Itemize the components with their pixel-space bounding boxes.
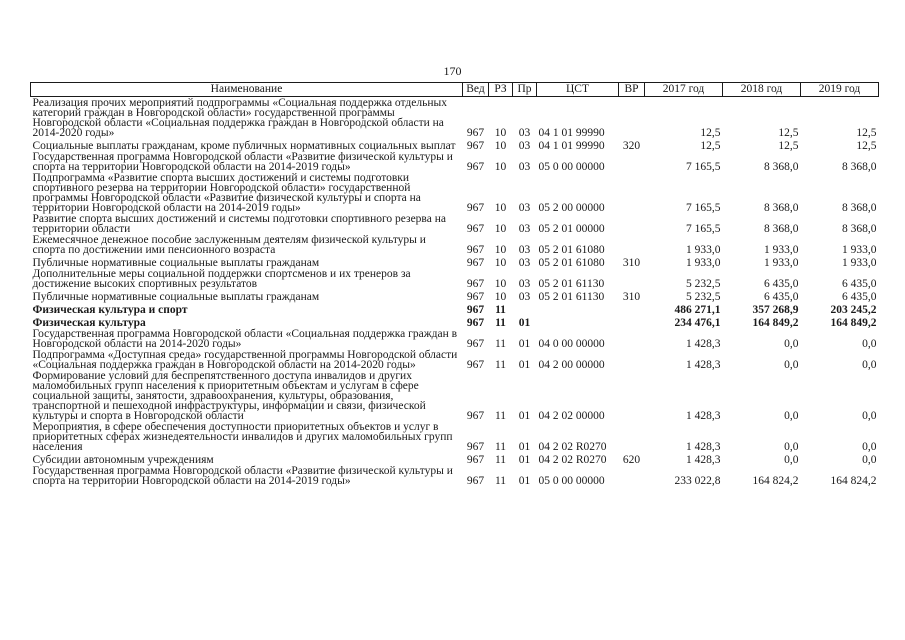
table-row — [31, 302, 879, 315]
cell-rz: 10 — [494, 257, 507, 269]
header-pr: Пр — [513, 83, 537, 97]
cell-cst: 04 1 01 99990 — [538, 140, 605, 152]
cell-vr — [619, 172, 645, 213]
cell-y2019: 8 368,0 — [842, 202, 877, 214]
cell-pr: 01 — [518, 338, 531, 350]
cell-name: Государственная программа Новгородской области «Развитие физической культуры и спорта на территории Новгородской области на 2014-2019 годы» — [32, 151, 453, 173]
table-row — [31, 328, 879, 349]
cell-rz: 10 — [494, 291, 507, 303]
cell-cst: 04 0 00 00000 — [538, 338, 605, 350]
cell-pr: 01 — [518, 441, 531, 453]
cell-pr: 01 — [518, 317, 531, 329]
cell-rz: 11 — [494, 359, 507, 371]
cell-rz: 10 — [494, 140, 507, 152]
cell-y2019: 0,0 — [862, 454, 877, 466]
cell-ved: 967 — [466, 127, 485, 139]
cell-y2019: 0,0 — [862, 410, 877, 422]
cell-ved: 967 — [466, 317, 485, 329]
cell-y2017: 234 476,1 — [674, 317, 721, 329]
cell-y2018: 12,5 — [778, 127, 799, 139]
cell-vr: 620 — [622, 454, 641, 466]
cell-y2018: 357 268,9 — [752, 304, 799, 316]
cell-cst: 05 0 00 00000 — [538, 161, 605, 173]
cell-y2017: 486 271,1 — [674, 304, 721, 316]
table-row — [31, 172, 879, 213]
cell-ved: 967 — [466, 223, 485, 235]
cell-pr: 03 — [518, 223, 531, 235]
cell-y2018: 12,5 — [778, 140, 799, 152]
cell-vr — [619, 268, 645, 289]
cell-y2018: 1 933,0 — [764, 257, 799, 269]
cell-y2018: 0,0 — [784, 359, 799, 371]
cell-y2018: 6 435,0 — [764, 278, 799, 290]
cell-y2017: 1 428,3 — [686, 359, 721, 371]
cell-ved: 967 — [466, 454, 485, 466]
cell-rz: 10 — [494, 223, 507, 235]
cell-y2017: 5 232,5 — [686, 291, 721, 303]
cell-y2019: 12,5 — [856, 127, 877, 139]
cell-cst: 05 2 00 00000 — [538, 202, 605, 214]
cell-name: Подпрограмма «Доступная среда» государственной программы Новгородской области «Социальная поддержка граждан в Новгородской области на 2014-2020 годы» — [32, 349, 458, 371]
table-row — [31, 465, 879, 486]
cell-y2019: 6 435,0 — [842, 291, 877, 303]
cell-y2019: 8 368,0 — [842, 161, 877, 173]
table-header-row — [31, 83, 879, 97]
cell-y2018: 0,0 — [784, 410, 799, 422]
cell-rz: 11 — [494, 441, 507, 453]
cell-vr — [619, 370, 645, 421]
cell-y2019: 6 435,0 — [842, 278, 877, 290]
cell-name: Формирование условий для беспрепятственного доступа инвалидов и других маломобильных групп населения к приоритетным объектам и услугам в сфере социальной защиты, занятости, здравоохранения, культуры, образования, транспортной и пешеходной инфраструктуры, информации и связи, физической культуры и спорта в Новгородской области — [32, 370, 426, 422]
cell-vr: 320 — [622, 140, 641, 152]
cell-rz: 10 — [494, 202, 507, 214]
cell-name: Государственная программа Новгородской области «Развитие физической культуры и спорта на территории Новгородской области на 2014-2019 годы» — [32, 465, 453, 487]
header-2018: 2018 год — [723, 83, 801, 97]
cell-rz: 11 — [494, 475, 507, 487]
cell-vr: 310 — [622, 291, 641, 303]
cell-pr: 01 — [518, 359, 531, 371]
cell-y2019: 164 824,2 — [830, 475, 877, 487]
table-row — [31, 234, 879, 255]
cell-cst: 05 2 01 61080 — [538, 257, 605, 269]
cell-y2019: 8 368,0 — [842, 223, 877, 235]
cell-name: Физическая культура и спорт — [32, 304, 188, 316]
cell-y2018: 0,0 — [784, 338, 799, 350]
cell-y2018: 8 368,0 — [764, 161, 799, 173]
cell-y2017: 1 428,3 — [686, 338, 721, 350]
cell-y2017: 233 022,8 — [674, 475, 721, 487]
cell-y2018: 164 849,2 — [752, 317, 799, 329]
cell-pr: 01 — [518, 475, 531, 487]
cell-rz: 10 — [494, 127, 507, 139]
cell-ved: 967 — [466, 338, 485, 350]
cell-pr: 03 — [518, 244, 531, 256]
table-row — [31, 268, 879, 289]
table-row — [31, 452, 879, 465]
cell-y2018: 164 824,2 — [752, 475, 799, 487]
cell-y2019: 0,0 — [862, 338, 877, 350]
cell-vr: 310 — [622, 257, 641, 269]
cell-vr — [619, 302, 645, 315]
cell-cst: 05 2 01 61130 — [538, 278, 605, 290]
cell-name: Социальные выплаты гражданам, кроме публичных нормативных социальных выплат — [32, 140, 456, 152]
cell-cst: 04 2 00 00000 — [538, 359, 605, 371]
page-number: 170 — [443, 64, 462, 78]
cell-y2018: 0,0 — [784, 441, 799, 453]
cell-cst — [537, 302, 619, 315]
cell-y2019: 0,0 — [862, 359, 877, 371]
cell-vr — [619, 97, 645, 139]
cell-ved: 967 — [466, 304, 485, 316]
cell-y2019: 1 933,0 — [842, 257, 877, 269]
cell-y2017: 1 933,0 — [686, 257, 721, 269]
table-row — [31, 97, 879, 139]
table-row — [31, 213, 879, 234]
cell-name: Мероприятия, в сфере обеспечения доступности приоритетных объектов и услуг в приоритетных сферах жизнедеятельности инвалидов и других маломобильных групп населения — [32, 421, 453, 453]
cell-y2018: 6 435,0 — [764, 291, 799, 303]
cell-vr — [619, 349, 645, 370]
cell-pr: 03 — [518, 278, 531, 290]
cell-name: Подпрограмма «Развитие спорта высших достижений и системы подготовки спортивного резерва на территории Новгородской области» государственной программы Новгородской области «Развитие физической культуры и спорта на территории Новгородской области на 2014-2019 годы» — [32, 172, 421, 214]
header-2019: 2019 год — [801, 83, 879, 97]
table-row — [31, 289, 879, 302]
cell-y2019: 12,5 — [856, 140, 877, 152]
cell-pr: 03 — [518, 257, 531, 269]
cell-cst: 04 2 02 R0270 — [538, 441, 607, 453]
cell-pr: 01 — [518, 454, 531, 466]
table-row — [31, 255, 879, 268]
cell-y2018: 0,0 — [784, 454, 799, 466]
header-rz: РЗ — [489, 83, 513, 97]
cell-pr: 03 — [518, 140, 531, 152]
cell-name: Развитие спорта высших достижений и системы подготовки спортивного резерва на территории области — [32, 213, 446, 235]
cell-name: Государственная программа Новгородской области «Социальная поддержка граждан в Новгородской области на 2014-2020 годы» — [32, 328, 458, 350]
cell-cst: 04 2 02 R0270 — [538, 454, 607, 466]
cell-y2017: 7 165,5 — [686, 161, 721, 173]
cell-ved: 967 — [466, 291, 485, 303]
cell-cst: 05 2 01 61130 — [538, 291, 605, 303]
cell-pr: 03 — [518, 161, 531, 173]
cell-cst: 04 1 01 99990 — [538, 127, 605, 139]
cell-ved: 967 — [466, 475, 485, 487]
table-row — [31, 315, 879, 328]
cell-rz: 11 — [495, 317, 506, 329]
cell-y2019: 203 245,2 — [830, 304, 877, 316]
cell-ved: 967 — [466, 244, 485, 256]
table-row — [31, 151, 879, 172]
cell-y2017: 7 165,5 — [686, 202, 721, 214]
cell-y2017: 5 232,5 — [686, 278, 721, 290]
cell-vr — [619, 151, 645, 172]
cell-rz: 10 — [494, 161, 507, 173]
cell-ved: 967 — [466, 441, 485, 453]
cell-y2017: 1 428,3 — [686, 454, 721, 466]
cell-vr — [619, 234, 645, 255]
cell-name: Публичные нормативные социальные выплаты гражданам — [32, 257, 320, 269]
cell-vr — [619, 213, 645, 234]
cell-rz: 10 — [494, 278, 507, 290]
cell-cst: 04 2 02 00000 — [538, 410, 605, 422]
header-cst: ЦСТ — [537, 83, 619, 97]
cell-y2017: 1 933,0 — [686, 244, 721, 256]
cell-pr: 01 — [518, 410, 531, 422]
cell-vr — [619, 421, 645, 452]
cell-y2019: 164 849,2 — [830, 317, 877, 329]
cell-y2017: 12,5 — [700, 127, 721, 139]
cell-y2019: 1 933,0 — [842, 244, 877, 256]
cell-rz: 11 — [494, 454, 507, 466]
cell-pr: 03 — [518, 127, 531, 139]
cell-y2018: 1 933,0 — [764, 244, 799, 256]
header-2017: 2017 год — [645, 83, 723, 97]
header-name: Наименование — [31, 83, 463, 97]
cell-rz: 10 — [494, 244, 507, 256]
cell-cst: 05 2 01 00000 — [538, 223, 605, 235]
cell-rz: 11 — [495, 304, 506, 316]
header-vr: ВР — [619, 83, 645, 97]
cell-y2017: 7 165,5 — [686, 223, 721, 235]
table-row — [31, 370, 879, 421]
budget-table — [30, 82, 879, 486]
cell-name: Субсидии автономным учреждениям — [32, 454, 214, 466]
cell-ved: 967 — [466, 410, 485, 422]
cell-y2017: 12,5 — [700, 140, 721, 152]
cell-ved: 967 — [466, 161, 485, 173]
cell-name: Дополнительные меры социальной поддержки спортсменов и их тренеров за достижение высоких спортивных результатов — [32, 268, 411, 290]
table-body — [31, 97, 879, 487]
cell-vr — [619, 315, 645, 328]
cell-name: Реализация прочих мероприятий подпрограммы «Социальная поддержка отдельных категорий граждан в Новгородской области» государственной программы Новгородской области «Социальная поддержка граждан в Новгородской области на 2014-2020 годы» — [32, 97, 447, 139]
cell-y2017: 1 428,3 — [686, 441, 721, 453]
cell-vr — [619, 465, 645, 486]
cell-y2017: 1 428,3 — [686, 410, 721, 422]
cell-ved: 967 — [466, 359, 485, 371]
cell-y2018: 8 368,0 — [764, 202, 799, 214]
header-ved: Вед — [463, 83, 489, 97]
cell-cst: 05 0 00 00000 — [538, 475, 605, 487]
cell-ved: 967 — [466, 257, 485, 269]
table-row — [31, 138, 879, 151]
cell-pr — [513, 302, 537, 315]
cell-ved: 967 — [466, 202, 485, 214]
cell-name: Ежемесячное денежное пособие заслуженным деятелям физической культуры и спорта по достижении ими пенсионного возраста — [32, 234, 426, 256]
cell-ved: 967 — [466, 140, 485, 152]
cell-y2018: 8 368,0 — [764, 223, 799, 235]
cell-name: Публичные нормативные социальные выплаты гражданам — [32, 291, 320, 303]
cell-cst: 05 2 01 61080 — [538, 244, 605, 256]
cell-ved: 967 — [466, 278, 485, 290]
cell-y2019: 0,0 — [862, 441, 877, 453]
cell-rz: 11 — [494, 410, 507, 422]
cell-name: Физическая культура — [32, 317, 146, 329]
cell-pr: 03 — [518, 202, 531, 214]
cell-cst — [537, 315, 619, 328]
table-row — [31, 421, 879, 452]
cell-vr — [619, 328, 645, 349]
cell-pr: 03 — [518, 291, 531, 303]
cell-rz: 11 — [494, 338, 507, 350]
table-row — [31, 349, 879, 370]
